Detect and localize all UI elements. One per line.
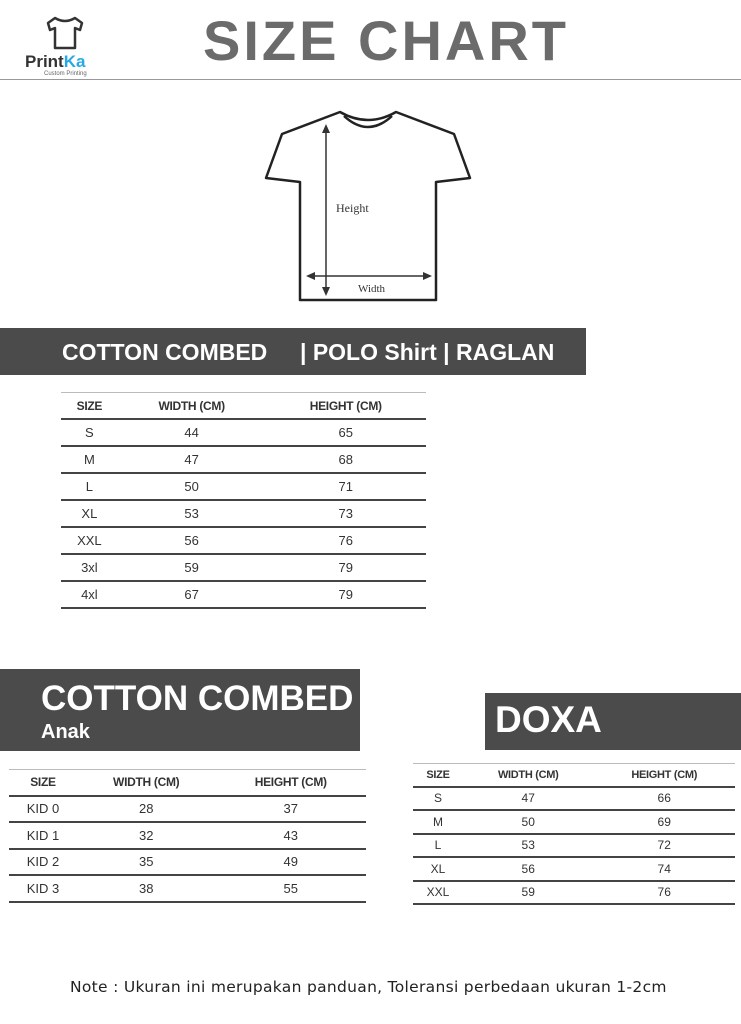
section-banner-cotton-polo-raglan bbox=[0, 328, 586, 375]
table-row bbox=[413, 810, 735, 834]
table-cell: 72 bbox=[593, 834, 735, 858]
section1-label-b: | POLO Shirt | RAGLAN bbox=[300, 339, 555, 365]
section1-label-a: COTTON COMBED bbox=[62, 339, 268, 365]
table-cell: 3xl bbox=[61, 554, 118, 581]
table-cell: 55 bbox=[215, 875, 366, 902]
table-cell: 44 bbox=[118, 419, 266, 446]
table-cell: 32 bbox=[77, 822, 216, 849]
table-cell: S bbox=[61, 419, 118, 446]
table-row bbox=[61, 581, 426, 608]
section-banner-doxa bbox=[485, 693, 741, 750]
table-cell: 50 bbox=[118, 473, 266, 500]
table-cell: KID 1 bbox=[9, 822, 77, 849]
table-header-row bbox=[9, 770, 366, 796]
logo-wordmark bbox=[25, 52, 85, 72]
table-cell: KID 3 bbox=[9, 875, 77, 902]
table-cell: L bbox=[413, 834, 463, 858]
table-row bbox=[413, 787, 735, 811]
table-cell: 67 bbox=[118, 581, 266, 608]
footer-note: Note : Ukuran ini merupakan panduan, Toleransi perbedaan ukuran 1-2cm bbox=[70, 978, 667, 996]
table-row bbox=[61, 419, 426, 446]
table-cell: 59 bbox=[463, 881, 593, 905]
header-divider bbox=[0, 79, 741, 80]
section3-label: DOXA bbox=[495, 699, 602, 740]
table-cell: 69 bbox=[593, 810, 735, 834]
column-header: HEIGHT (CM) bbox=[215, 770, 366, 796]
table-cell: XXL bbox=[61, 527, 118, 554]
table-cell: 79 bbox=[266, 581, 427, 608]
column-header: WIDTH (CM) bbox=[77, 770, 216, 796]
table-row bbox=[413, 834, 735, 858]
table-row bbox=[413, 881, 735, 905]
table-row bbox=[9, 796, 366, 823]
table-row bbox=[413, 857, 735, 881]
column-header: SIZE bbox=[413, 764, 463, 787]
column-header: WIDTH (CM) bbox=[463, 764, 593, 787]
table-cell: 74 bbox=[593, 857, 735, 881]
table-cell: 53 bbox=[463, 834, 593, 858]
table-cell: XXL bbox=[413, 881, 463, 905]
section2-label: COTTON COMBED bbox=[41, 679, 354, 718]
section-banner-cotton-kids bbox=[0, 669, 360, 751]
logo-tagline: Custom Printing bbox=[44, 71, 87, 77]
height-label: Height bbox=[336, 201, 369, 215]
column-header: HEIGHT (CM) bbox=[266, 393, 427, 420]
table-cell: 79 bbox=[266, 554, 427, 581]
table-cell: 28 bbox=[77, 796, 216, 823]
table-cell: 47 bbox=[118, 446, 266, 473]
table-cell: XL bbox=[413, 857, 463, 881]
table-cell: M bbox=[61, 446, 118, 473]
page-title: SIZE CHART bbox=[203, 9, 569, 72]
table-cell: 76 bbox=[266, 527, 427, 554]
table-cell: 47 bbox=[463, 787, 593, 811]
table-header-row bbox=[61, 393, 426, 420]
table-cell: 68 bbox=[266, 446, 427, 473]
table-cell: S bbox=[413, 787, 463, 811]
table-cell: 76 bbox=[593, 881, 735, 905]
table-cell: 37 bbox=[215, 796, 366, 823]
table-cell: 56 bbox=[463, 857, 593, 881]
table-cell: 66 bbox=[593, 787, 735, 811]
size-table-doxa bbox=[413, 763, 735, 905]
table-cell: 65 bbox=[266, 419, 427, 446]
brand-logo bbox=[22, 14, 122, 80]
table-cell: 71 bbox=[266, 473, 427, 500]
table-row bbox=[61, 527, 426, 554]
table-cell: 59 bbox=[118, 554, 266, 581]
table-cell: 4xl bbox=[61, 581, 118, 608]
table-cell: 53 bbox=[118, 500, 266, 527]
table-cell: M bbox=[413, 810, 463, 834]
section2-sublabel: Anak bbox=[41, 721, 90, 743]
logo-name-part2: Ka bbox=[63, 52, 86, 71]
table-cell: 35 bbox=[77, 849, 216, 876]
column-header: WIDTH (CM) bbox=[118, 393, 266, 420]
column-header: SIZE bbox=[9, 770, 77, 796]
table-row bbox=[61, 554, 426, 581]
table-cell: 43 bbox=[215, 822, 366, 849]
size-table-cotton-combed bbox=[61, 392, 426, 609]
table-cell: KID 0 bbox=[9, 796, 77, 823]
table-row bbox=[61, 473, 426, 500]
table-cell: 73 bbox=[266, 500, 427, 527]
table-row bbox=[61, 446, 426, 473]
column-header: SIZE bbox=[61, 393, 118, 420]
table-cell: XL bbox=[61, 500, 118, 527]
tshirt-logo-icon bbox=[22, 14, 122, 54]
table-cell: KID 2 bbox=[9, 849, 77, 876]
tshirt-diagram bbox=[258, 104, 478, 304]
table-cell: 50 bbox=[463, 810, 593, 834]
table-cell: 56 bbox=[118, 527, 266, 554]
logo-name-part1: Print bbox=[25, 52, 64, 71]
width-label: Width bbox=[358, 283, 386, 295]
table-row bbox=[9, 822, 366, 849]
table-row bbox=[61, 500, 426, 527]
table-cell: 49 bbox=[215, 849, 366, 876]
table-row bbox=[9, 875, 366, 902]
table-header-row bbox=[413, 764, 735, 787]
table-cell: L bbox=[61, 473, 118, 500]
size-table-kids bbox=[9, 769, 366, 903]
table-cell: 38 bbox=[77, 875, 216, 902]
table-row bbox=[9, 849, 366, 876]
column-header: HEIGHT (CM) bbox=[593, 764, 735, 787]
